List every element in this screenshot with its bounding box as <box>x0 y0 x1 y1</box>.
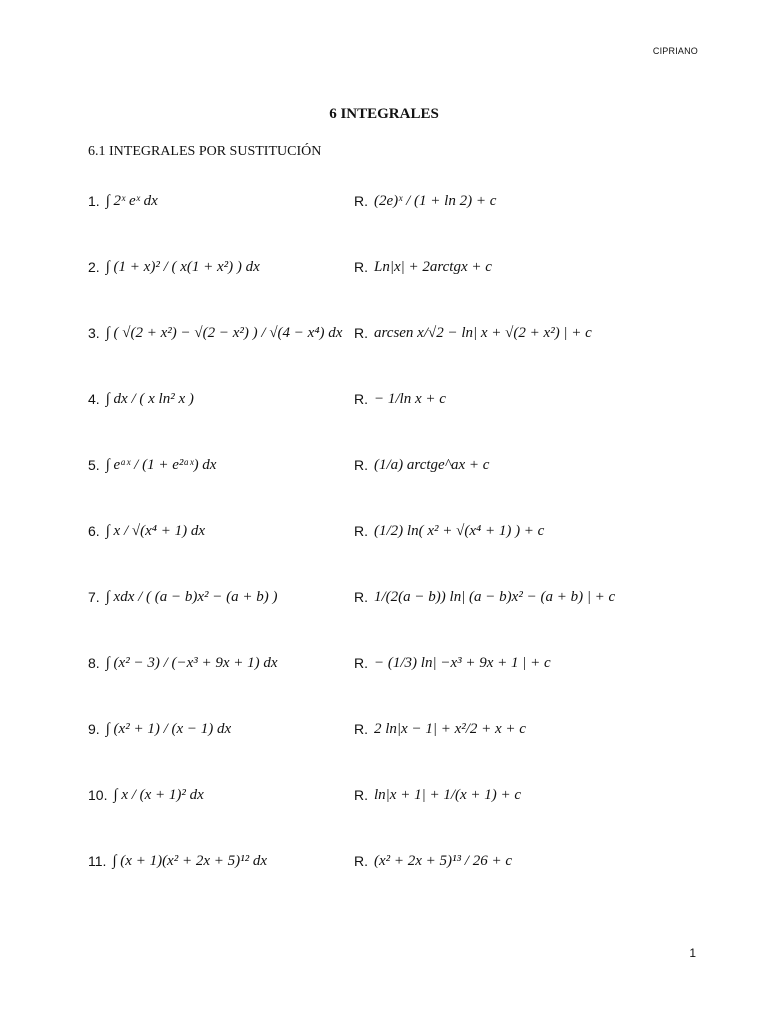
problem-row <box>0 366 768 432</box>
integral-expression: ∫ x / (x + 1)² dx <box>113 786 204 803</box>
integral-expression: ∫ x / √(x⁴ + 1) dx <box>105 522 205 539</box>
problem-answer <box>354 498 734 564</box>
integral-expression: ∫ 2ˣ eˣ dx <box>105 192 158 209</box>
problem-statement <box>88 564 338 630</box>
problem-answer <box>354 762 734 828</box>
answer-label: R. <box>354 589 368 605</box>
problem-statement <box>88 696 338 762</box>
problem-row <box>0 696 768 762</box>
problem-number: 6. <box>88 523 100 539</box>
answer-expression: − (1/3) ln| −x³ + 9x + 1 | + c <box>374 654 551 671</box>
page-number: 1 <box>689 946 696 960</box>
problem-row <box>0 498 768 564</box>
problem-answer <box>354 564 734 630</box>
problem-number: 3. <box>88 325 100 341</box>
problem-number: 5. <box>88 457 100 473</box>
answer-label: R. <box>354 193 368 209</box>
problem-row <box>0 828 768 894</box>
page-header-author: CIPRIANO <box>652 46 698 56</box>
problem-statement <box>88 762 338 828</box>
integral-expression: ∫ (x² − 3) / (−x³ + 9x + 1) dx <box>105 654 278 671</box>
problem-row <box>0 168 768 234</box>
problem-statement <box>88 300 343 366</box>
problem-answer <box>354 630 734 696</box>
problem-row <box>0 630 768 696</box>
problem-row <box>0 762 768 828</box>
problem-answer <box>354 168 734 234</box>
problem-row <box>0 432 768 498</box>
integral-expression: ∫ (x² + 1) / (x − 1) dx <box>105 720 232 737</box>
answer-label: R. <box>354 259 368 275</box>
problem-number: 9. <box>88 721 100 737</box>
problem-answer <box>354 828 734 894</box>
problem-row <box>0 300 768 366</box>
integral-expression: ∫ (x + 1)(x² + 2x + 5)¹² dx <box>112 852 268 869</box>
answer-expression: Ln|x| + 2arctgx + c <box>374 258 492 275</box>
problem-number: 10. <box>88 787 108 803</box>
answer-expression: (1/2) ln( x² + √(x⁴ + 1) ) + c <box>374 522 545 539</box>
answer-expression: arcsen x/√2 − ln| x + √(2 + x²) | + c <box>374 324 592 341</box>
answer-expression: 1/(2(a − b)) ln| (a − b)x² − (a + b) | + c <box>374 588 616 605</box>
problem-number: 11. <box>88 853 107 869</box>
problem-answer <box>354 234 734 300</box>
problem-statement <box>88 234 338 300</box>
integral-expression: ∫ eᵃˣ / (1 + e²ᵃˣ) dx <box>105 456 217 473</box>
problem-answer <box>354 366 734 432</box>
problem-answer <box>354 696 734 762</box>
problem-number: 1. <box>88 193 100 209</box>
problem-answer <box>354 300 734 366</box>
problem-row <box>0 564 768 630</box>
problem-number: 4. <box>88 391 100 407</box>
answer-expression: ln|x + 1| + 1/(x + 1) + c <box>374 786 522 803</box>
problem-statement <box>88 366 338 432</box>
integral-expression: ∫ dx / ( x ln² x ) <box>105 390 194 407</box>
problem-number: 7. <box>88 589 100 605</box>
answer-label: R. <box>354 655 368 671</box>
answer-label: R. <box>354 457 368 473</box>
section-title: 6.1 INTEGRALES POR SUSTITUCIÓN <box>88 144 322 159</box>
answer-label: R. <box>354 391 368 407</box>
problem-statement <box>88 630 338 696</box>
answer-expression: (x² + 2x + 5)¹³ / 26 + c <box>374 852 512 869</box>
problem-number: 8. <box>88 655 100 671</box>
problem-number: 2. <box>88 259 100 275</box>
problem-row <box>0 234 768 300</box>
answer-label: R. <box>354 787 368 803</box>
answer-expression: (1/a) arctge^ax + c <box>374 456 490 473</box>
problem-statement <box>88 498 338 564</box>
answer-expression: (2e)ˣ / (1 + ln 2) + c <box>374 192 497 209</box>
document-title: 6 INTEGRALES <box>329 106 439 122</box>
answer-expression: − 1/ln x + c <box>374 390 446 407</box>
answer-label: R. <box>354 721 368 737</box>
problem-list <box>0 168 768 894</box>
problem-answer <box>354 432 734 498</box>
integral-expression: ∫ ( √(2 + x²) − √(2 − x²) ) / √(4 − x⁴) dx <box>105 324 343 341</box>
answer-label: R. <box>354 523 368 539</box>
integral-expression: ∫ xdx / ( (a − b)x² − (a + b) ) <box>105 588 278 605</box>
problem-statement <box>88 168 338 234</box>
answer-label: R. <box>354 325 368 341</box>
answer-expression: 2 ln|x − 1| + x²/2 + x + c <box>374 720 526 737</box>
answer-label: R. <box>354 853 368 869</box>
integral-expression: ∫ (1 + x)² / ( x(1 + x²) ) dx <box>105 258 260 275</box>
problem-statement <box>88 828 338 894</box>
problem-statement <box>88 432 338 498</box>
